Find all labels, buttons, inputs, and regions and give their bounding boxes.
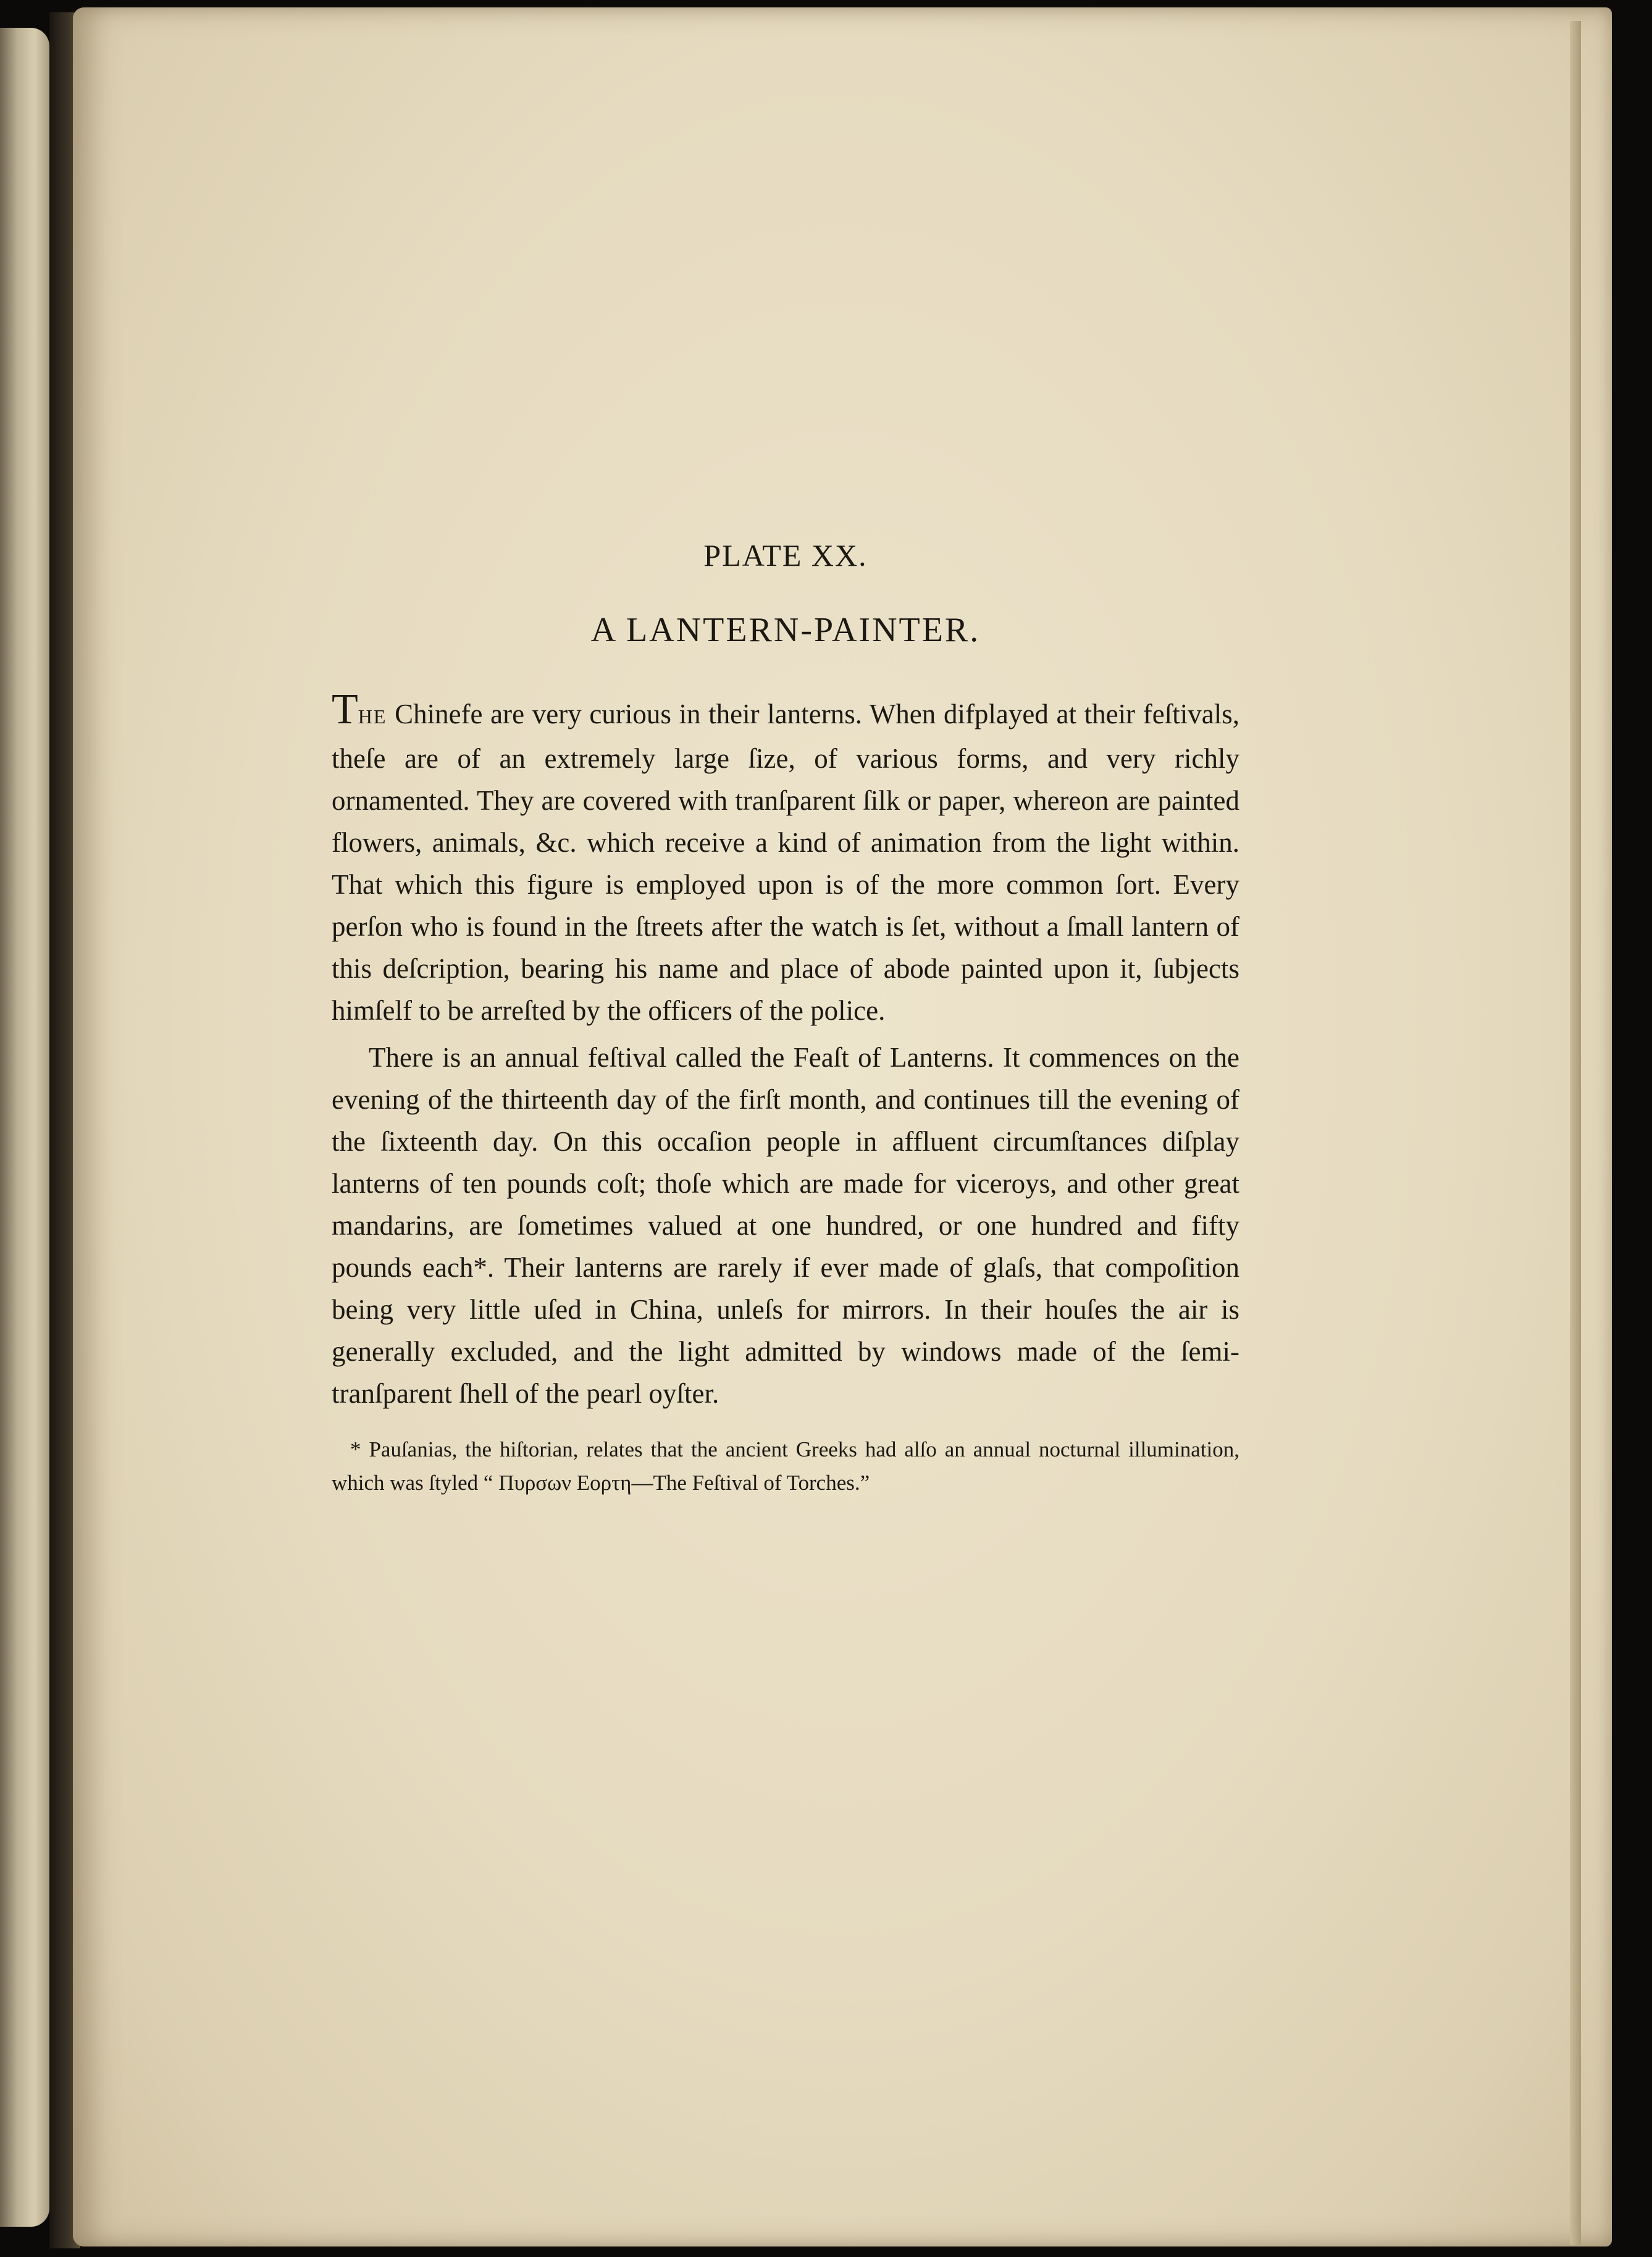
paragraph-2: There is an annual feſtival called the Feaſt of Lanterns. It commences on the evening of the thirteenth day of the firſt month, and continues till the evening of the ſixteenth day. On this occaſion people in affluent circumſtances diſplay lanterns of ten pounds coſt; thoſe which are made for viceroys, and other great mandarins, are ſometimes valued at one hundred, or one hundred and fifty pounds each*. Their lanterns are rarely if ever made of glaſs, that compoſition being very little uſed in China, unleſs for mirrors. In their houſes the air is generally excluded, and the light admitted by windows made of the ſemi-tranſparent ſhell of the pearl oyſter. xyxy=(332,1042,1239,1409)
plate-number: PLATE XX. xyxy=(703,538,868,573)
drop-cap: T xyxy=(332,686,358,733)
footnote: * Pauſanias, the hiſtorian, relates that the ancient Greeks had alſo an annual nocturnal illumination, which was ſtyled “ Πυρσων Εορτη—The Feſtival of Torches.” xyxy=(332,1437,1239,1495)
paragraph-1 xyxy=(332,686,1239,1032)
facing-page-edge xyxy=(0,28,49,2227)
plate-title: A LANTERN-PAINTER. xyxy=(590,611,981,649)
paragraph-1-text: Chinefe are very curious in their lanterns. When difplayed at their feſtivals, theſe are of an extremely large ſize, of various forms, and very richly ornamented. They are covered with tranſparent ſilk or paper, whereon are painted flowers, animals, &c. which receive a kind of animation from the light within. That which this figure is employed upon is of the more common ſort. Every perſon who is found in the ſtreets after the watch is ſet, without a ſmall lantern of this deſcription, bearing his name and place of abode painted upon it, ſubjects himſelf to be arreſted by the officers of the police. xyxy=(332,699,1239,1026)
small-caps-lead: HE xyxy=(358,705,387,728)
page-fore-edge xyxy=(1570,21,1581,2245)
text-block xyxy=(332,537,1239,1521)
